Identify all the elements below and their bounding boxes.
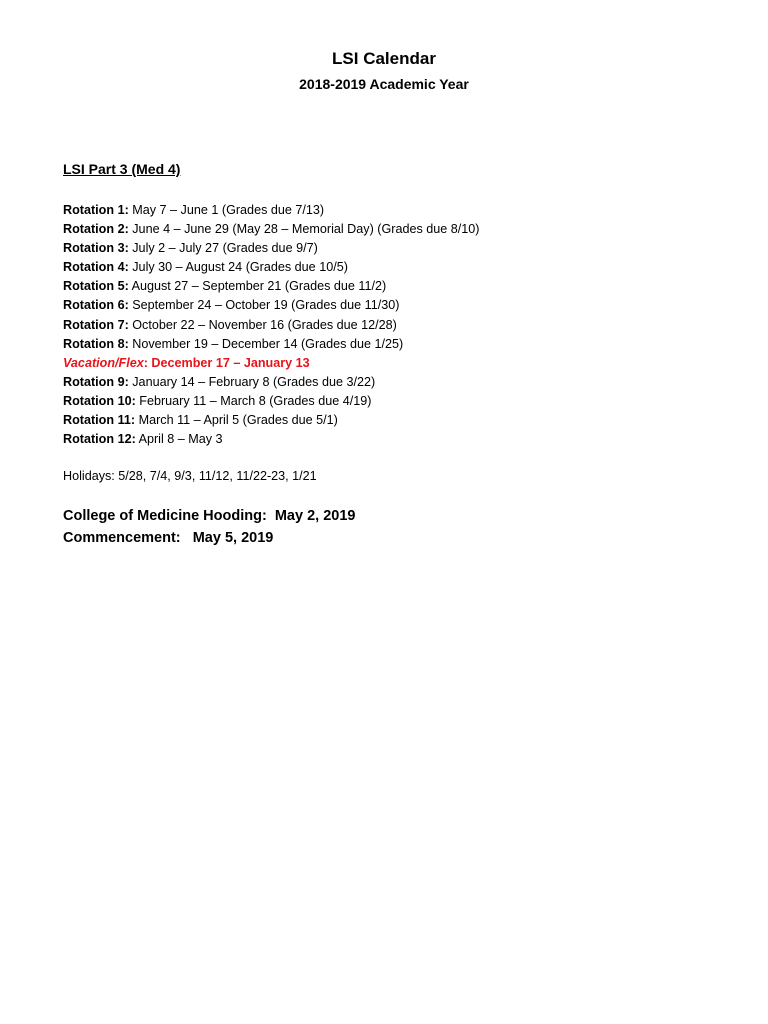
rotation-label: Rotation 5: <box>63 279 129 294</box>
page-subtitle: 2018-2019 Academic Year <box>299 76 469 92</box>
rotation-label: Rotation 6: <box>63 298 129 313</box>
vacation-flex-item <box>63 354 479 373</box>
rotation-item-12 <box>63 430 479 449</box>
rotation-dates: July 2 – July 27 (Grades due 9/7) <box>128 241 318 256</box>
rotation-item-8 <box>63 335 479 354</box>
vacation-label: Vacation/Flex <box>63 355 144 370</box>
rotation-item-11 <box>63 411 479 430</box>
commencement-event: Commencement: May 5, 2019 <box>63 530 274 546</box>
rotation-item-6 <box>63 296 479 315</box>
rotation-label: Rotation 11: <box>63 413 136 428</box>
hooding-event: College of Medicine Hooding: May 2, 2019 <box>63 508 356 524</box>
rotation-dates: June 4 – June 29 (May 28 – Memorial Day) (Grades due 8/10) <box>128 222 480 237</box>
holidays-line: Holidays: 5/28, 7/4, 9/3, 11/12, 11/22-23, 1/21 <box>63 469 317 483</box>
rotation-label: Rotation 12: <box>63 432 136 447</box>
rotation-label: Rotation 4: <box>63 260 129 275</box>
rotation-label: Rotation 3: <box>63 241 129 256</box>
rotation-dates: October 22 – November 16 (Grades due 12/28) <box>128 317 397 332</box>
section-heading: LSI Part 3 (Med 4) <box>63 161 181 177</box>
rotation-item-9 <box>63 373 479 392</box>
vacation-dates: : December 17 – January 13 <box>143 355 310 370</box>
rotation-label: Rotation 8: <box>63 336 129 351</box>
rotation-dates: March 11 – April 5 (Grades due 5/1) <box>135 413 338 428</box>
rotation-dates: August 27 – September 21 (Grades due 11/2) <box>128 279 387 294</box>
rotation-label: Rotation 1: <box>63 203 129 217</box>
rotation-label: Rotation 10: <box>63 393 136 408</box>
rotation-dates: May 7 – June 1 (Grades due 7/13) <box>128 203 325 217</box>
rotation-item-3 <box>63 239 479 258</box>
rotation-dates: July 30 – August 24 (Grades due 10/5) <box>128 260 348 275</box>
page-title: LSI Calendar <box>332 49 436 68</box>
rotation-list <box>63 201 479 449</box>
rotation-item-2 <box>63 220 479 239</box>
rotation-dates: September 24 – October 19 (Grades due 11/30) <box>128 298 400 313</box>
rotation-dates: January 14 – February 8 (Grades due 3/22) <box>128 374 376 389</box>
rotation-item-10 <box>63 392 479 411</box>
rotation-label: Rotation 7: <box>63 317 129 332</box>
rotation-dates: April 8 – May 3 <box>135 432 223 447</box>
rotation-label: Rotation 9: <box>63 374 129 389</box>
rotation-item-7 <box>63 316 479 335</box>
rotation-dates: November 19 – December 14 (Grades due 1/25) <box>128 336 404 351</box>
rotation-item-1 <box>63 201 479 220</box>
rotation-dates: February 11 – March 8 (Grades due 4/19) <box>135 393 372 408</box>
rotation-item-5 <box>63 277 479 296</box>
rotation-item-4 <box>63 258 479 277</box>
rotation-label: Rotation 2: <box>63 222 129 237</box>
